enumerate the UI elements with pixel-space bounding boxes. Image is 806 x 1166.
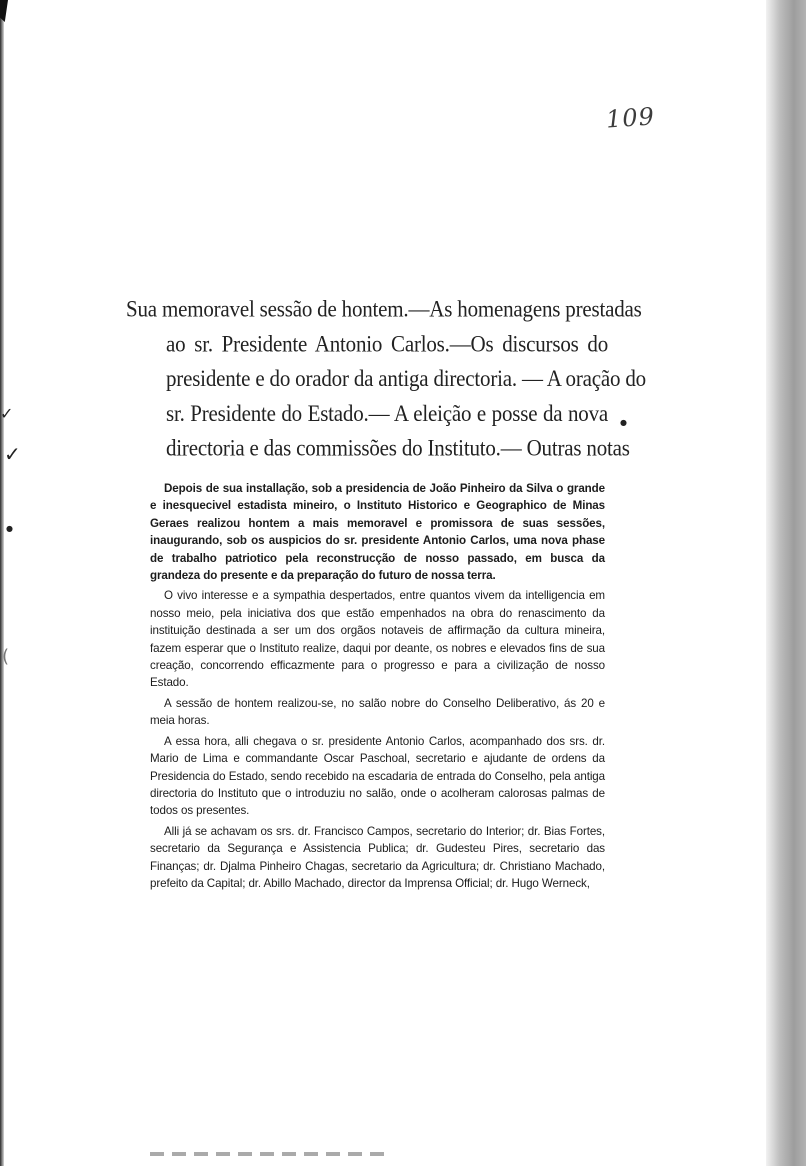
headline-line: presidente e do orador da antiga directoria. — A oração do — [166, 364, 646, 392]
margin-speck: ( — [2, 646, 10, 667]
headline-line: directoria e das commissões do Instituto.— Outras notas — [166, 434, 630, 462]
scan-left-edge — [0, 0, 4, 1166]
headline-line: ao sr. Presidente Antonio Carlos.—Os discursos do — [166, 330, 608, 357]
scan-right-shadow — [766, 0, 806, 1166]
paragraph: Alli já se achavam os srs. dr. Francisco Campos, secretario do Interior; dr. Bias Fortes, secretario da Segurança e Assistencia Publica; dr. Gudesteu Pires, secretario das Finanças; dr. Djalma Pinheiro Chagas, secretario da Agricultura; dr. Christiano Machado, prefeito da Capital; dr. Abillo Machado, director da Imprensa Official; dr. Hugo Werneck, — [150, 824, 605, 890]
margin-speck: ✓ — [4, 442, 21, 466]
margin-speck: ✓ — [0, 404, 14, 423]
headline-line: sr. Presidente do Estado.— A eleição e posse da nova — [166, 399, 608, 427]
paragraph: A sessão de hontem realizou-se, no salão nobre do Conselho Deliberativo, ás 20 e meia horas. — [150, 696, 605, 728]
paragraph: Depois de sua installação, sob a presidencia de João Pinheiro da Silva o grande e inesquecivel estadista mineiro, o Instituto Historico e Geographico de Minas Geraes realizou hontem a mais memoravel e promissora de suas sessões, inaugurando, sob os auspicios do sr. presidente Antonio Carlos, uma nova phase de trabalho patriotico pela reconstrucção de nosso passado, em busca da grandeza do presente e da preparação do futuro de nossa terra. — [150, 482, 605, 583]
margin-speck: ● — [620, 418, 627, 427]
headline — [126, 292, 646, 466]
paragraph: O vivo interesse e a sympathia despertados, entre quantos vivem da intelligencia em nosso meio, pela iniciativa dos que estão empenhados na obra do renascimento da instituição destinada a ser um dos orgãos notaveis de affirmação da cultura mineira, fazem esperar que o Instituto realize, daqui por deante, os nobres e elevados fins de sua creação, concorrendo efficazmente para o progresso e para a civilização de nosso Estado. — [150, 589, 605, 690]
headline-line: Sua memoravel sessão de hontem.—As homenagens prestadas — [126, 295, 642, 323]
scan-smudge — [150, 1152, 390, 1156]
paragraph: A essa hora, alli chegava o sr. presidente Antonio Carlos, acompanhado dos srs. dr. Mario de Lima e commandante Oscar Paschoal, secretario e ajudante de ordens da Presidencia do Estado, sendo recebido na escadaria de entrada do Conselho, pela antiga directoria do Instituto que o introduziu no salão, onde o acolheram calorosas palmas de todos os presentes. — [150, 734, 605, 818]
article-body — [150, 480, 605, 895]
page-number: 109 — [605, 102, 656, 134]
margin-speck: ● — [6, 524, 13, 533]
